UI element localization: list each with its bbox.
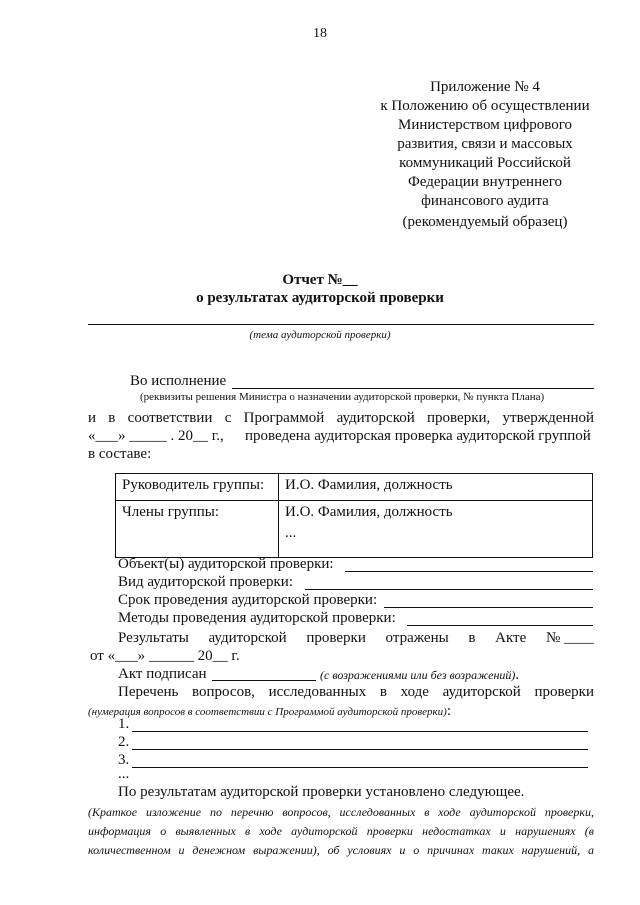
execution-line xyxy=(232,388,594,389)
findings-line: По результатам аудиторской проверки установлено следующее. xyxy=(118,784,525,800)
group-table xyxy=(115,473,593,558)
execution-date: «___» _____ . 20__ г., xyxy=(88,428,224,444)
results-word: № ____ xyxy=(545,630,594,646)
results-date: от «___» ______ 20__ г. xyxy=(90,648,240,664)
appendix-line: Приложение № 4 xyxy=(430,79,540,95)
sample-note: (рекомендуемый образец) xyxy=(402,214,568,230)
member-ellipsis: ... xyxy=(285,525,297,541)
table-row xyxy=(116,501,593,558)
type-label: Вид аудиторской проверки: xyxy=(118,574,294,590)
appendix-header xyxy=(355,78,615,211)
object-line xyxy=(345,571,593,572)
question-line-3 xyxy=(132,767,588,768)
signed-label: Акт подписан xyxy=(118,666,207,682)
results-word: в xyxy=(468,630,476,646)
appendix-line: к Положению об осуществлении xyxy=(380,98,590,114)
questions-note-wrap xyxy=(88,702,451,720)
appendix-line: коммуникаций Российской xyxy=(399,155,571,171)
period-line xyxy=(384,607,593,608)
signed-note: (с возражениями или без возражений) xyxy=(320,668,516,682)
methods-label: Методы проведения аудиторской проверки: xyxy=(118,610,396,626)
results-word: Результаты xyxy=(118,630,189,646)
results-word: Акте xyxy=(495,630,527,646)
table-row xyxy=(116,474,593,501)
report-title: Отчет №__ xyxy=(282,272,358,288)
member-value: И.О. Фамилия, должность xyxy=(285,504,453,520)
question-item-2: 2. xyxy=(118,734,130,750)
topic-line xyxy=(88,324,594,325)
results-word: проверки xyxy=(306,630,366,646)
signed-end: . xyxy=(515,667,520,683)
results-word: аудиторской xyxy=(208,630,287,646)
page-number: 18 xyxy=(313,26,327,41)
signed-note-wrap xyxy=(320,666,519,684)
execution-caption: (реквизиты решения Министра о назначении аудиторской проверки, № пункта Плана) xyxy=(140,391,545,403)
value-cell xyxy=(279,474,593,501)
value-cell xyxy=(279,501,593,558)
execution-label: Во исполнение xyxy=(130,373,227,389)
execution-text-2: проведена аудиторская проверка аудиторской группой xyxy=(245,428,591,444)
object-label: Объект(ы) аудиторской проверки: xyxy=(118,556,334,572)
appendix-line: финансового аудита xyxy=(421,193,549,209)
signed-line xyxy=(212,680,316,681)
results-word: отражены xyxy=(385,630,449,646)
execution-text-1: и в соответствии с Программой аудиторской проверки, утвержденной xyxy=(88,410,594,426)
type-line xyxy=(305,589,593,590)
questions-note-end: : xyxy=(446,703,452,719)
results-line xyxy=(118,630,594,647)
question-line-1 xyxy=(132,731,588,732)
topic-caption: (тема аудиторской проверки) xyxy=(249,329,391,341)
question-item-3: 3. xyxy=(118,752,130,768)
findings-desc-3: количественном и денежном выражении), об условиях и о причинах таких нарушений, а xyxy=(88,843,594,857)
methods-line xyxy=(407,625,593,626)
findings-desc-2: информация о выявленных в ходе аудиторской проверки недостатках и нарушениях (в xyxy=(88,824,594,838)
report-subtitle: о результатах аудиторской проверки xyxy=(196,290,444,306)
question-ellipsis: ... xyxy=(118,766,130,782)
question-item-1: 1. xyxy=(118,716,130,732)
question-line-2 xyxy=(132,749,588,750)
role-cell: Руководитель группы: xyxy=(116,474,279,501)
execution-text-3: в составе: xyxy=(88,446,152,462)
questions-note: (нумерация вопросов в соответствии с Программой аудиторской проверки) xyxy=(88,706,447,718)
appendix-line: развития, связи и массовых xyxy=(397,136,573,152)
period-label: Срок проведения аудиторской проверки: xyxy=(118,592,378,608)
role-cell: Члены группы: xyxy=(116,501,279,558)
appendix-line: Федерации внутреннего xyxy=(407,174,563,190)
findings-desc-1: (Краткое изложение по перечню вопросов, исследованных в ходе аудиторской проверки, xyxy=(88,805,594,819)
appendix-line: Министерством цифрового xyxy=(398,117,572,133)
member-value: И.О. Фамилия, должность xyxy=(285,477,453,493)
questions-line: Перечень вопросов, исследованных в ходе аудиторской проверки xyxy=(118,684,594,700)
